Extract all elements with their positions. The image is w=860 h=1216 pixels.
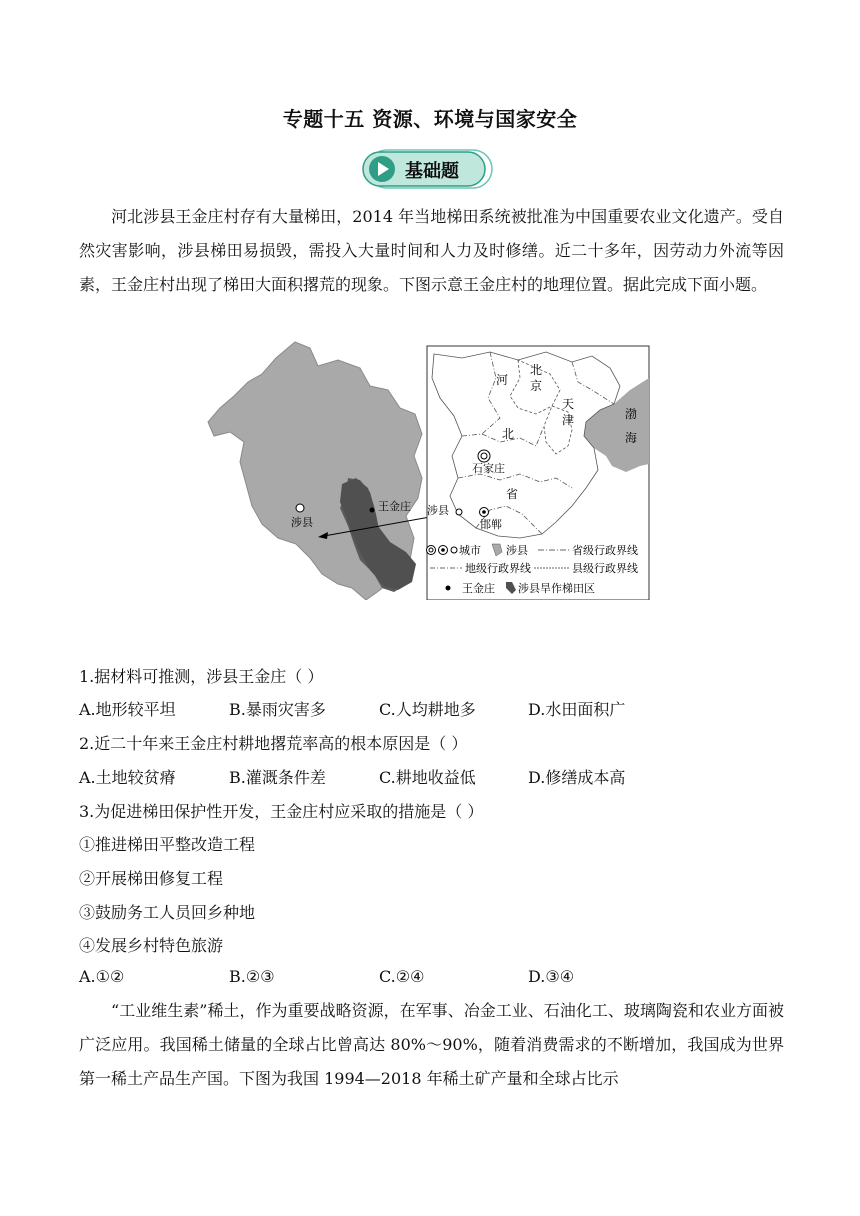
svg-text:河: 河 <box>496 373 509 387</box>
question-2-stem: 2.近二十年来王金庄村耕地撂荒率高的根本原因是（ ） <box>79 734 468 753</box>
svg-text:县级行政界线: 县级行政界线 <box>572 562 638 575</box>
svg-text:渤: 渤 <box>625 407 638 421</box>
material-paragraph-1: 河北涉县王金庄村存有大量梯田，2014 年当地梯田系统被批准为中国重要农业文化遗产。受自然灾害影响，涉县梯田易损毁，需投入大量时间和人力及时修缮。近二十多年，因劳动力外流等因素，王金庄村出现了梯田大面积撂荒的现象。下图示意王金庄村的地理位置。据此完成下面小题。 <box>79 207 784 294</box>
svg-text:城市: 城市 <box>459 544 481 557</box>
question-3-stem: 3.为促进梯田保护性开发，王金庄村应采取的措施是（ ） <box>79 802 484 821</box>
question-1-option-b[interactable]: B.暴雨灾害多 <box>229 700 326 719</box>
shexian-inset-marker <box>456 509 462 515</box>
wangjinzhuang-dot <box>370 508 375 513</box>
section-badge-label: 基础题 <box>405 161 459 182</box>
question-3-option-d[interactable]: D.③④ <box>528 967 575 986</box>
svg-text:邯郸: 邯郸 <box>480 518 502 531</box>
svg-text:地级行政界线: 地级行政界线 <box>465 562 531 575</box>
question-2-option-c[interactable]: C.耕地收益低 <box>379 768 476 787</box>
wangjinzhuang-label: 王金庄 <box>378 500 411 513</box>
question-3-item-4: ④发展乡村特色旅游 <box>79 936 224 955</box>
question-3-option-c[interactable]: C.②④ <box>379 967 425 986</box>
svg-text:天: 天 <box>562 397 575 411</box>
svg-text:涉县: 涉县 <box>427 504 449 517</box>
svg-text:北: 北 <box>502 427 515 441</box>
svg-text:王金庄: 王金庄 <box>462 582 495 595</box>
question-1-option-d[interactable]: D.水田面积广 <box>528 700 626 719</box>
question-2-option-d[interactable]: D.修缮成本高 <box>528 768 626 787</box>
question-3-option-a[interactable]: A.①② <box>79 967 125 986</box>
svg-text:石家庄: 石家庄 <box>472 462 505 475</box>
svg-text:京: 京 <box>530 379 543 393</box>
question-1-option-c[interactable]: C.人均耕地多 <box>379 700 476 719</box>
shexian-main-label: 涉县 <box>291 516 313 529</box>
question-2-option-a[interactable]: A.土地较贫瘠 <box>79 768 176 787</box>
question-1-option-a[interactable]: A.地形较平坦 <box>79 700 176 719</box>
question-3-item-3: ③鼓励务工人员回乡种地 <box>79 903 256 922</box>
question-3-option-b[interactable]: B.②③ <box>229 967 275 986</box>
question-1-stem: 1.据材料可推测，涉县王金庄（ ） <box>79 667 324 686</box>
question-3-item-1: ①推进梯田平整改造工程 <box>79 835 256 854</box>
question-3-item-2: ②开展梯田修复工程 <box>79 869 224 888</box>
svg-text:省级行政界线: 省级行政界线 <box>572 544 638 557</box>
svg-text:津: 津 <box>562 413 575 427</box>
location-map <box>200 338 652 600</box>
svg-text:涉县旱作梯田区: 涉县旱作梯田区 <box>518 582 595 595</box>
svg-text:涉县: 涉县 <box>506 544 528 557</box>
page-title: 专题十五 资源、环境与国家安全 <box>282 107 578 131</box>
svg-text:海: 海 <box>625 431 638 445</box>
question-2-option-b[interactable]: B.灌溉条件差 <box>229 768 326 787</box>
shexian-city-marker <box>296 504 304 512</box>
shijiazhuang-marker <box>478 450 490 462</box>
material-paragraph-2: “工业维生素”稀土，作为重要战略资源，在军事、冶金工业、石油化工、玻璃陶瓷和农业方面被广泛应用。我国稀土储量的全球占比曾高达 80%～90%，随着消费需求的不断增加，我国成为世界第一稀土产品生产国。下图为我国 1994—2018 年稀土矿产量和全球占比示 <box>79 1001 784 1088</box>
svg-text:省: 省 <box>506 487 519 501</box>
svg-text:北: 北 <box>530 363 543 377</box>
